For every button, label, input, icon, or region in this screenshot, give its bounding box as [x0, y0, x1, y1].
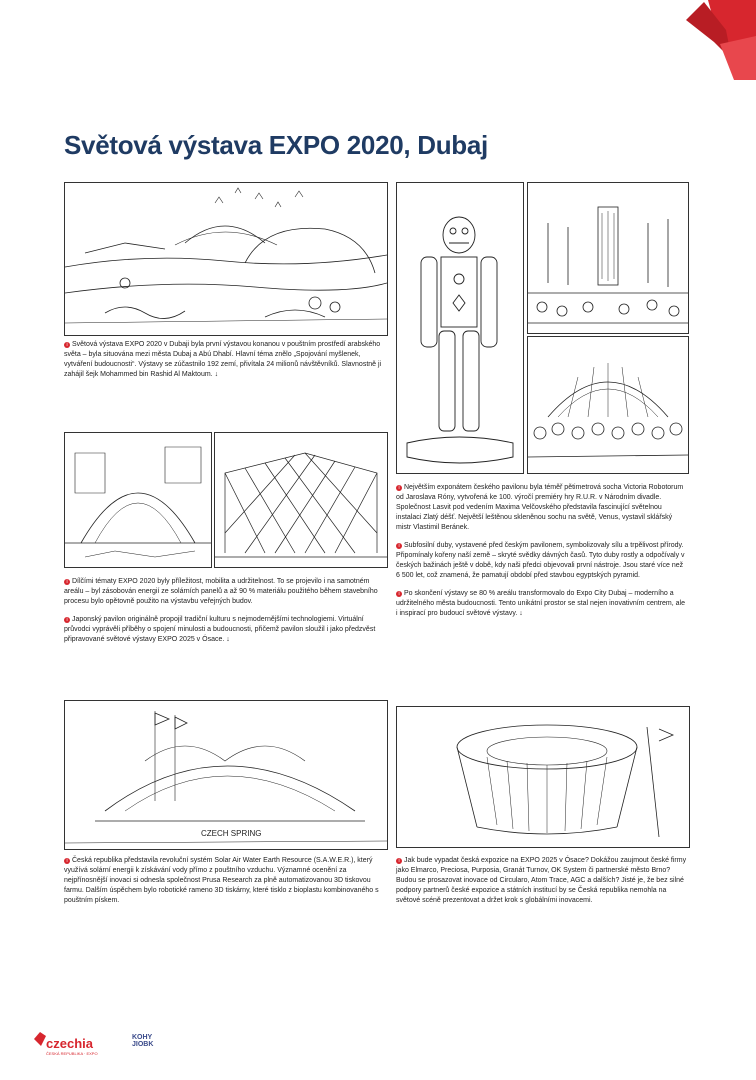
- page-title: Světová výstava EXPO 2020, Dubaj: [64, 130, 488, 160]
- sketch-pavilion-crowd: [527, 336, 689, 474]
- czechia-logo: czechia: [46, 1036, 93, 1051]
- sketch-golden-rain: [527, 182, 689, 334]
- czechia-logo-sub: ČESKÁ REPUBLIKA · EXPO: [46, 1051, 98, 1056]
- text-sustainability-japan: i Dílčími tématy EXPO 2020 byly příležitost, mobilita a udržitelnost. To se projevilo i na samotném areálu – byl zásobován energií ze solárních panelů a až 90 % materiálu použitého během stavebního procesu bylo opětovně použito na výstavbu veřejných budov. i Japonský pavilon originálně propojil tradiční kulturu s nejmodernějšími technologiemi. Virtuální průvodci vyprávěli příběhy o spojení minulosti a budoucnosti, přičemž pavilon sloužil i jako předzvěst připravované světové výstavy EXPO 2025 v Ósace. ↓: [64, 578, 378, 643]
- czech-sign-text: CZECH SPRING: [201, 829, 262, 838]
- sketch-expo-site: [64, 182, 388, 336]
- sketch-osaka-pavilion: [396, 706, 690, 848]
- sketch-czech-spring: [64, 700, 388, 850]
- czechia-logo-mark-icon: [34, 1032, 46, 1046]
- corner-ribbon-icon: [674, 0, 756, 80]
- text-osaka: i Jak bude vypadat česká expozice na EXPO 2025 v Ósace? Dokážou zaujmout české firmy jako Elmarco, Preciosa, Purposia, Granát Turnov, OK System či partnerské město Brno? Budou se prosazovat inovace od Circularo, Atom Trace, AGC a dalších? Jisté je, že bez silné podpory partnerů české expozice a státních institucí by se Česká republika nemohla na světové scéně prezentovat a držet krok s globálními inovacemi.: [396, 857, 687, 904]
- info-bullet-icon: i: [64, 617, 70, 623]
- text-robot-oaks: i Největším exponátem českého pavilonu byla téměř pětimetrová socha Victoria Robotorum od Jaroslava Róny, vytvořená ke 100. výročí premiéry hry R.U.R. v Národním divadle. Společnost Lasvit pod vedením Maxima Velčovského představila fascinující světelnou instalaci Zlatý déšť. Největší leštěnou skleněnou sochu na světě, Venus, vystavil sklářský mistr Vlastimil Beránek. i Subfosilní duby, vystavené před českým pavilonem, symbolizovaly sílu a trpělivost přírody. Připomínaly kořeny naší země – skryté svědky dávných časů. Tyto duby rostly a odpočívaly v českých bažinách ještě v době, kdy naši předci objevovali první nástroje. Jsou staré více než 6 500 let, což znamená, že pamatují období před stavbou egyptských pyramid. i Po skončení výstavy se 80 % areálu transformovalo do Expo City Dubaj – moderního a udržitelného města budoucnosti. Tento unikátní prostor se stal nejen inovativním centrem, ale i inspirací pro budoucí světové výstavy. ↓: [396, 484, 685, 617]
- sketch-japan-pavilion: [214, 432, 388, 568]
- info-bullet-icon: i: [64, 858, 70, 864]
- sketch-robot-sculpture: [396, 182, 524, 474]
- text-saweri: i Česká republika představila revoluční systém Solar Air Water Earth Resource (S.A.W.E.R.), který využívá solární energii k získávání vody přímo z pouštního vzduchu. Významné ocenění za nejpřínosnější inovaci si odnesla společnost Prusa Research za plně automatizovanou 3D tiskovou farmu. Dalším úspěchem bylo robotické rameno 3D tiskárny, které tisklo z bioplastu kombinovaného s pouštním pískem.: [64, 857, 379, 904]
- info-bullet-icon: i: [64, 342, 70, 348]
- info-bullet-icon: i: [396, 858, 402, 864]
- info-bullet-icon: i: [396, 485, 402, 491]
- text-intro: i Světová výstava EXPO 2020 v Dubaji byla první výstavou konanou v pouštním prostředí arabského světa – byla situována mezi města Dubaj a Abú Dhabí. Hlavní téma znělo „Spojování myšlenek, vytváření budoucnosti“. Výstavy se zúčastnilo 192 zemí, přivítala 24 milionů návštěvníků. Slavnostně ji zahájil šejk Mohammed bin Rashid Al Maktoum. ↓: [64, 341, 382, 378]
- partner-logo: KOHY JIOBK: [132, 1034, 154, 1048]
- info-bullet-icon: i: [396, 543, 402, 549]
- sketch-dome: [64, 432, 212, 568]
- info-bullet-icon: i: [64, 579, 70, 585]
- info-bullet-icon: i: [396, 591, 402, 597]
